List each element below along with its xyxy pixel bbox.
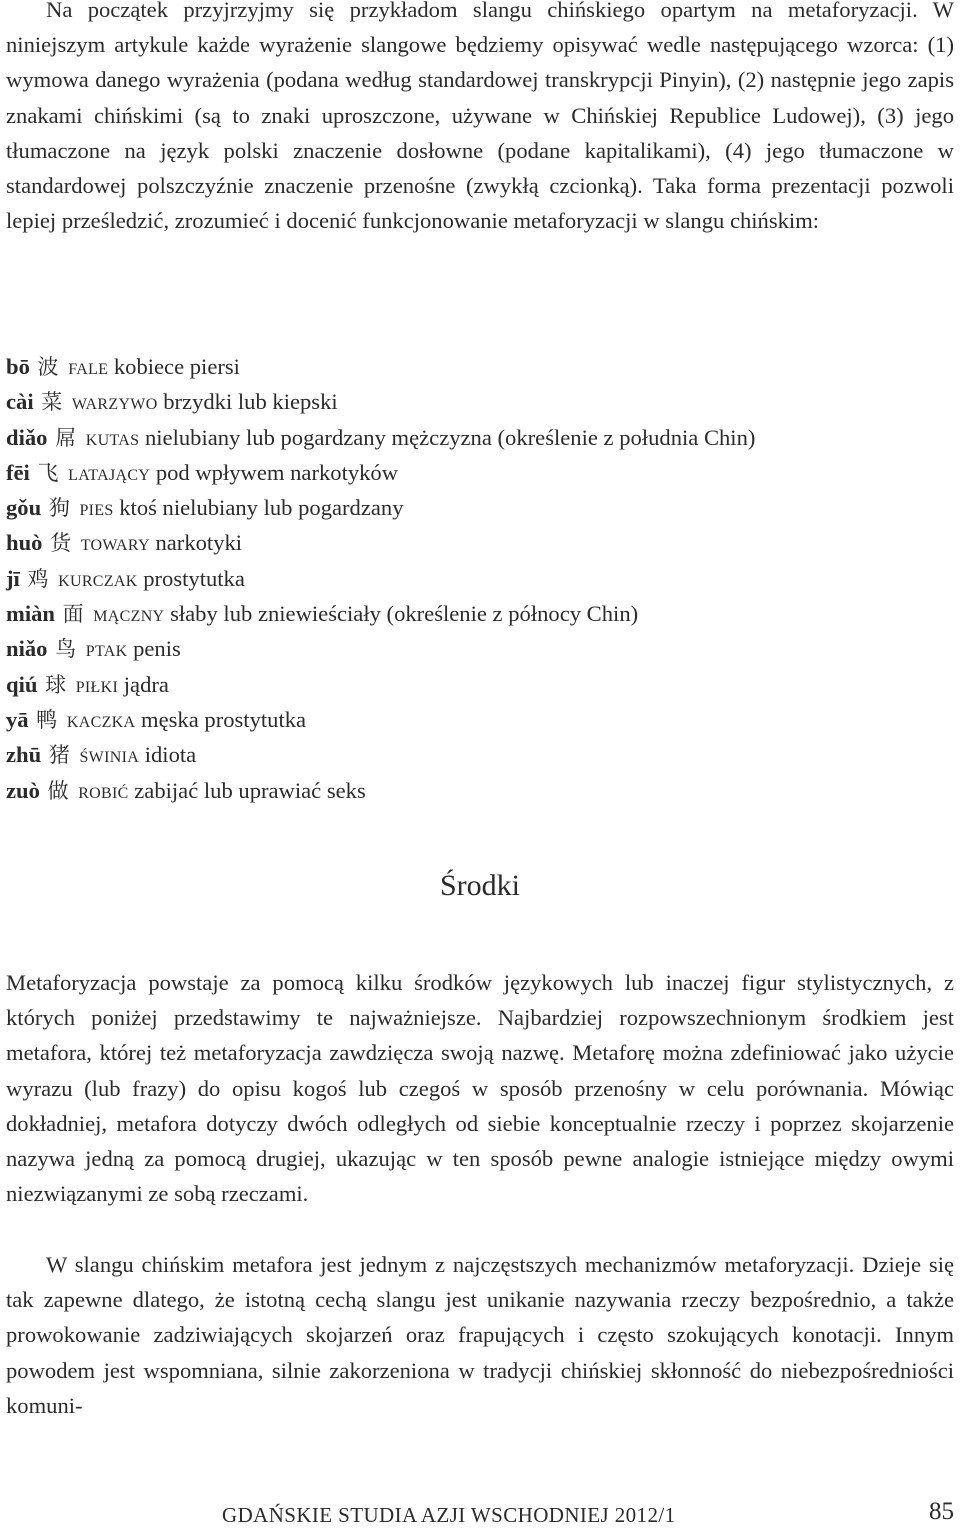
entry-literal-meaning: świnia: [79, 742, 140, 768]
entry-figurative-meaning: narkotyki: [155, 530, 243, 556]
entry-literal-meaning: kaczka: [66, 706, 136, 732]
page-number: 85: [929, 1498, 954, 1525]
slang-entry: [6, 596, 954, 631]
entry-figurative-meaning: jądra: [123, 671, 169, 697]
intro-paragraph: Na początek przyjrzyjmy się przykładom slangu chińskiego opartym na metaforyzacji. W niniejszym artykule każde wyrażenie slangowe będziemy opisywać wedle następującego wzorca: (1) wymowa danego wyrażenia (podana według standardowej transkrypcji Pinyin), (2) następnie jego zapis znakami chińskimi (są to znaki uproszczone, używane w Chińskiej Republice Ludowej), (3) jego tłumaczone na język polski znaczenie dosłowne (podane kapitalikami), (4) jego tłumaczone w standardowej polszczyźnie znaczenie przenośne (zwykłą czcionką). Taka forma prezentacji pozwoli lepiej prześledzić, zrozumieć i docenić funkcjonowanie metaforyzacji w slangu chińskim:: [6, 0, 954, 234]
entry-pinyin: huò: [6, 530, 43, 556]
entry-figurative-meaning: kobiece piersi: [113, 354, 240, 379]
entry-literal-meaning: pies: [79, 495, 114, 521]
body-paragraph-2: W slangu chińskim metafora jest jednym z najczęstszych mechanizmów metaforyzacji. Dzieje się tak zapewne dlatego, że istotną cechą slangu jest unikanie nazywania rzeczy bezpośrednio, a także prowokowanie zadziwiających skojarzeń oraz frapujących i często szokujących konotacji. Innym powodem jest wspomniana, silnie zakorzeniona w tradycji chińskiej skłonność do niebezpośredniości komuni-: [6, 1252, 954, 1418]
body-paragraph-1: Metaforyzacja powstaje za pomocą kilku środków językowych lub inaczej figur stylistycznych, z których poniżej przedstawimy te najważniejsze. Najbardziej rozpowszechnionym środkiem jest metafora, której też metaforyzacja zawdzięcza swoją nazwę. Metaforę można zdefiniować jako użycie wyrazu (lub frazy) do opisu kogoś lub czegoś w sposób przenośny w celu porównania. Mówiąc dokładniej, metafora dotyczy dwóch odległych od siebie konceptualnie rzeczy i poprzez skojarzenie nazywa jedną za pomocą drugiej, ukazując w ten sposób pewne analogie istniejące między owymi niezwiązanymi ze sobą rzeczami.: [6, 970, 954, 1207]
slang-entry: [6, 384, 954, 419]
entry-hanzi: 货: [50, 531, 72, 556]
entry-figurative-meaning: nielubiany lub pogardzany mężczyzna (określenie z południa Chin): [144, 424, 756, 450]
entry-pinyin: yā: [6, 706, 29, 732]
section-title: Środki: [439, 869, 520, 902]
entry-hanzi: 波: [37, 355, 59, 379]
entry-pinyin: zhū: [6, 742, 42, 768]
slang-entry: [6, 349, 954, 384]
slang-entry: [6, 702, 954, 737]
entry-hanzi: 鸡: [27, 566, 49, 591]
entry-literal-meaning: fale: [68, 354, 109, 379]
slang-entry-list: [6, 349, 954, 808]
entry-literal-meaning: warzywo: [71, 389, 158, 415]
entry-pinyin: jī: [6, 565, 20, 591]
slang-entry: [6, 490, 954, 525]
entry-hanzi: 屌: [55, 425, 77, 450]
entry-pinyin: zuò: [6, 777, 40, 803]
entry-figurative-meaning: zabijać lub uprawiać seks: [134, 777, 366, 803]
entry-figurative-meaning: idiota: [144, 742, 197, 768]
entry-figurative-meaning: pod wpływem narkotyków: [155, 459, 399, 485]
entry-hanzi: 鸭: [36, 707, 58, 732]
entry-literal-meaning: kurczak: [58, 565, 138, 591]
entry-pinyin: fēi: [6, 459, 30, 485]
entry-literal-meaning: towary: [80, 530, 150, 556]
entry-literal-meaning: robić: [78, 777, 129, 803]
slang-entry: [6, 561, 954, 596]
entry-hanzi: 球: [45, 672, 67, 697]
entry-pinyin: gǒu: [6, 495, 42, 521]
entry-figurative-meaning: prostytutka: [143, 565, 245, 591]
entry-literal-meaning: latający: [68, 459, 151, 485]
entry-pinyin: diǎo: [6, 424, 48, 450]
entry-figurative-meaning: penis: [133, 636, 181, 662]
entry-figurative-meaning: ktoś nielubiany lub pogardzany: [119, 495, 404, 521]
entry-literal-meaning: piłki: [75, 671, 119, 697]
entry-hanzi: 面: [62, 602, 84, 627]
entry-pinyin: niǎo: [6, 636, 48, 662]
entry-pinyin: cài: [6, 389, 34, 415]
entry-figurative-meaning: słaby lub zniewieściały (określenie z północy Chin): [170, 601, 639, 627]
slang-entry: [6, 420, 954, 455]
entry-figurative-meaning: brzydki lub kiepski: [163, 389, 338, 415]
slang-entry: [6, 773, 954, 808]
entry-hanzi: 狗: [48, 496, 70, 521]
slang-entry: [6, 525, 954, 560]
entry-figurative-meaning: męska prostytutka: [141, 706, 307, 732]
entry-hanzi: 做: [47, 778, 69, 803]
entry-literal-meaning: mączny: [93, 601, 165, 627]
entry-literal-meaning: ptak: [85, 636, 128, 662]
slang-entry: [6, 631, 954, 666]
slang-entry: [6, 737, 954, 772]
entry-hanzi: 菜: [41, 390, 63, 415]
entry-hanzi: 飞: [37, 460, 59, 485]
entry-pinyin: qiú: [6, 671, 38, 697]
entry-pinyin: bō: [6, 354, 30, 379]
entry-hanzi: 猪: [48, 743, 70, 768]
slang-entry: [6, 455, 954, 490]
footer-journal-title: GDAŃSKIE STUDIA AZJI WSCHODNIEJ 2012/1: [222, 1503, 676, 1527]
entry-pinyin: miàn: [6, 601, 55, 627]
entry-hanzi: 鸟: [55, 637, 77, 662]
slang-entry: [6, 667, 954, 702]
entry-literal-meaning: kutas: [85, 424, 140, 450]
